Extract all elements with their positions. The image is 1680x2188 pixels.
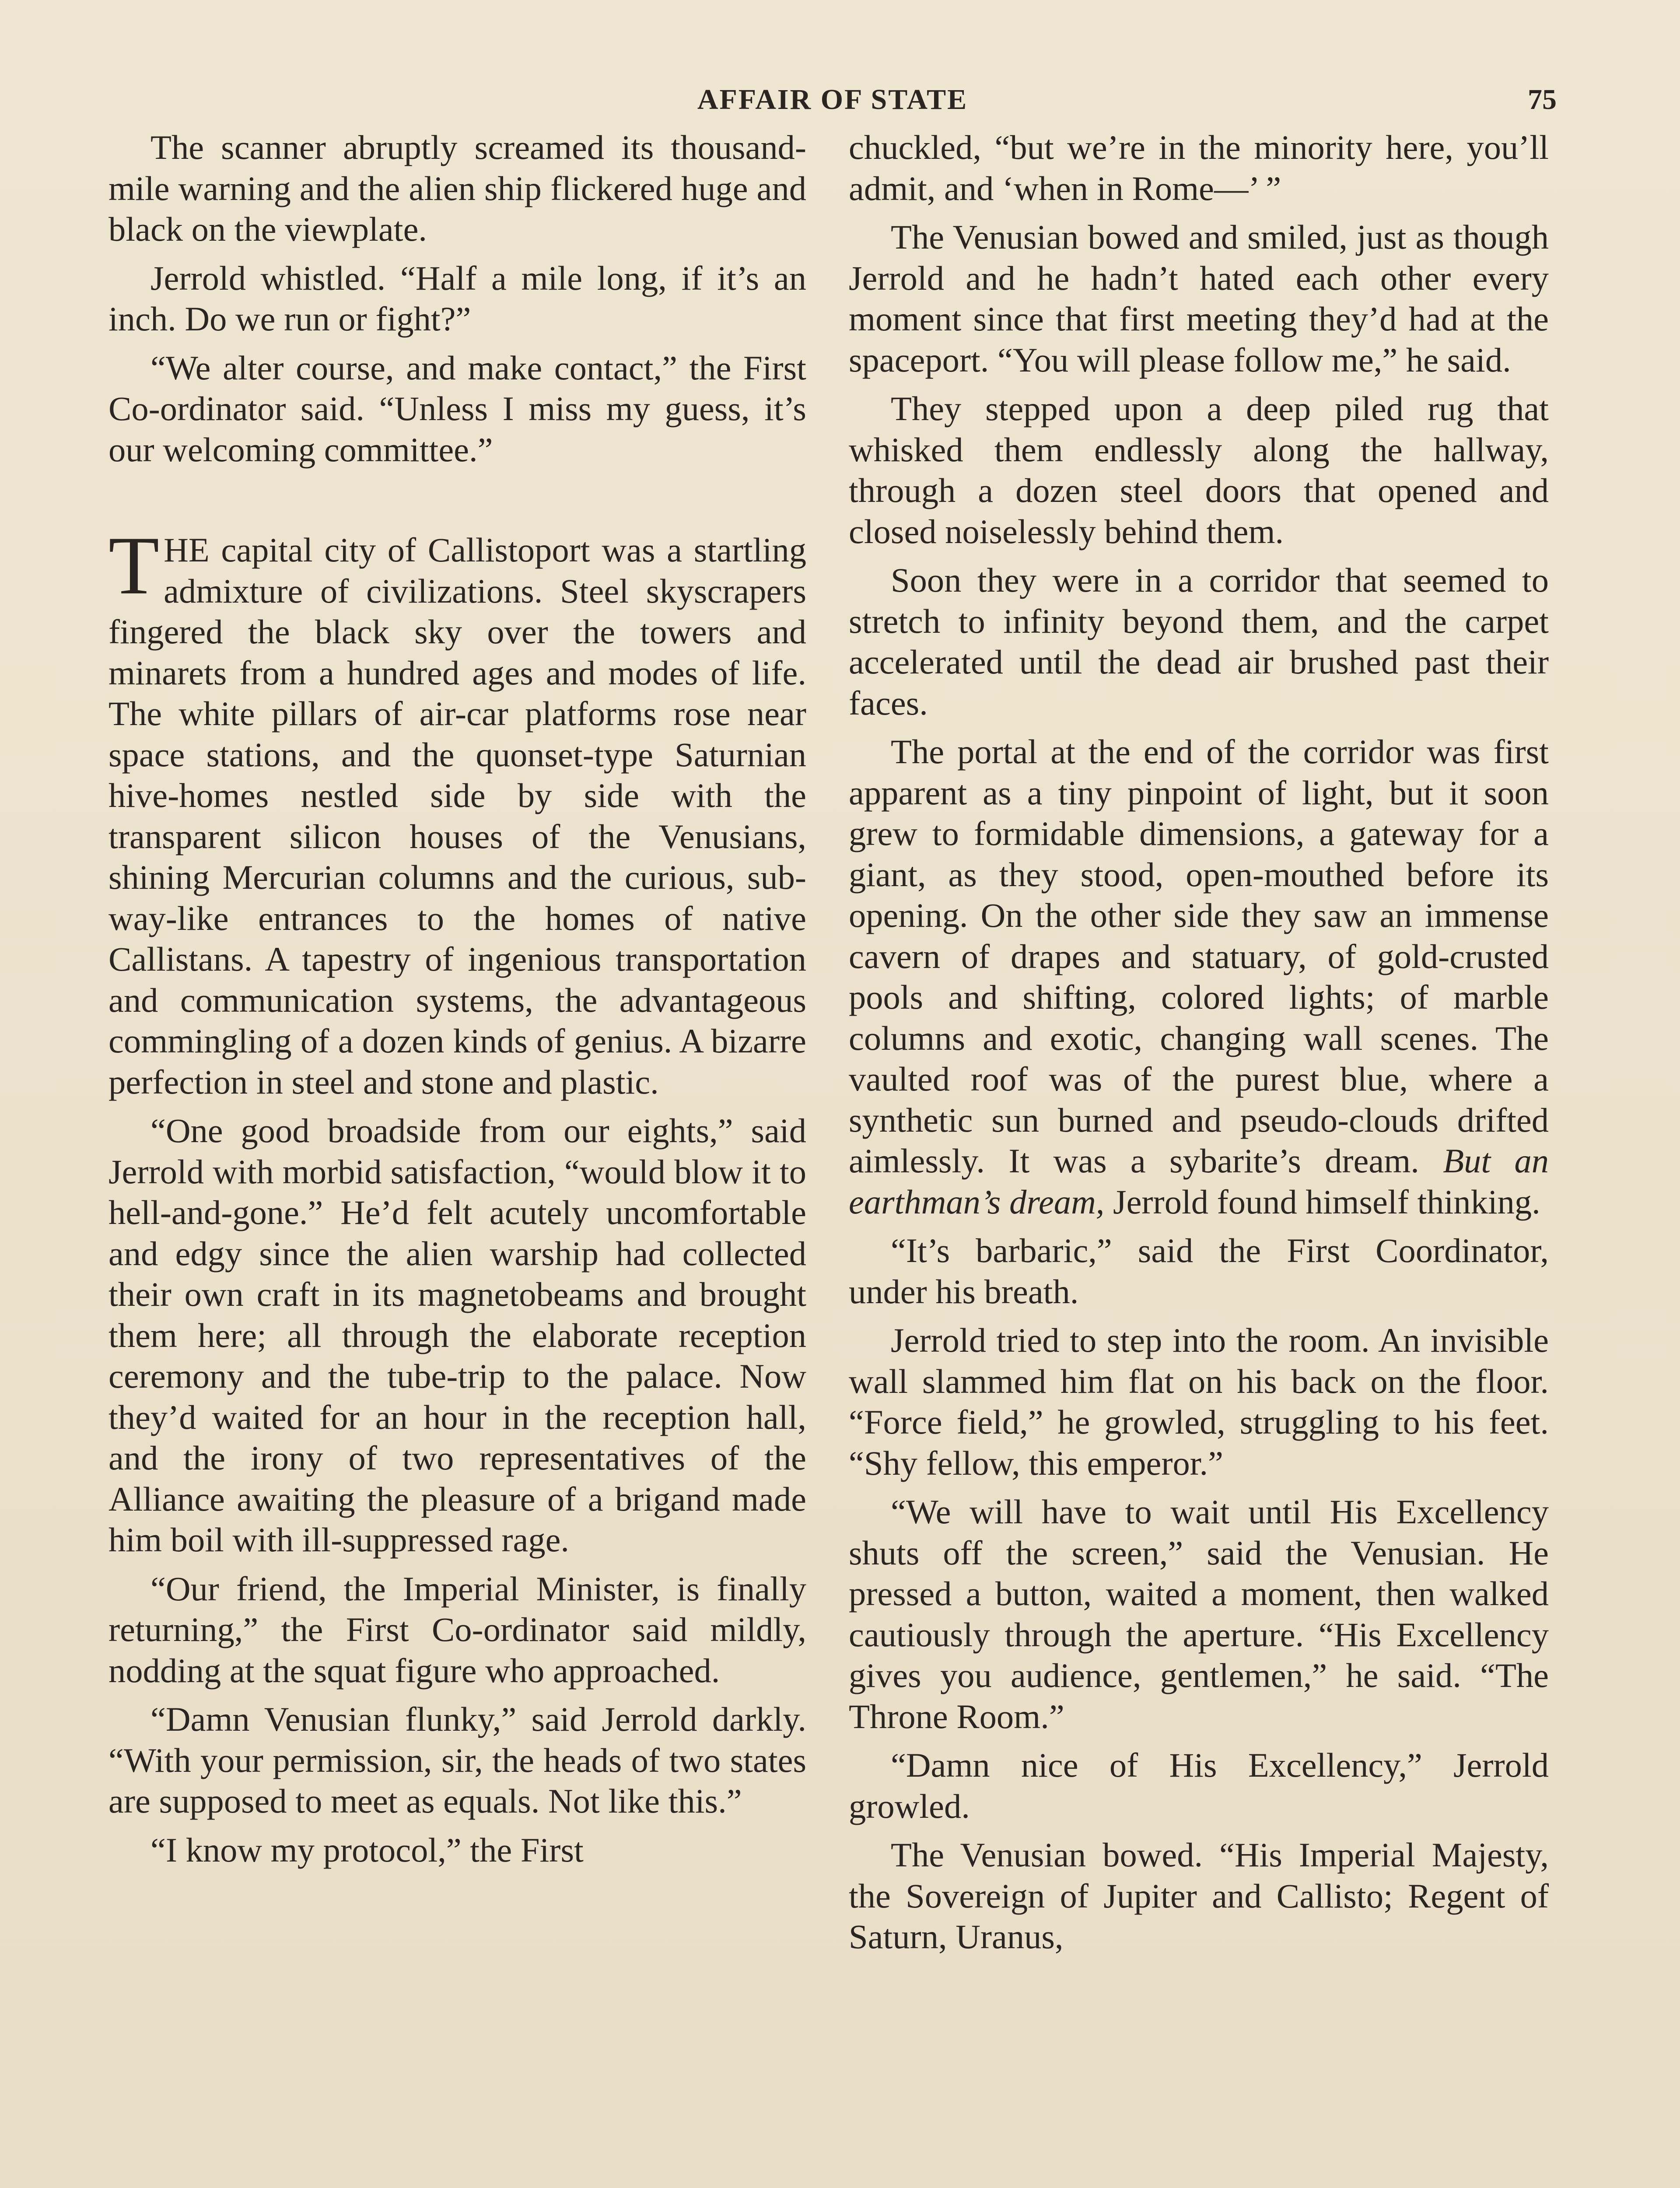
paragraph: “One good broadside from our eights,” said Jerrold with morbid satisfaction, “would blow it to hell-and-gone.” He’d felt acutely uncomfortable and edgy since the alien warship had collected their own craft in its magnetobeams and brought them here; all through the elaborate reception ceremony and the tube-trip to the palace. Now they’d waited for an hour in the reception hall, and the irony of two representatives of the Alliance awaiting the pleasure of a brigand made him boil with ill-suppressed rage.: [108, 1112, 806, 1559]
paragraph: Soon they were in a corridor that seemed to stretch to infinity beyond them, and the carpet accelerated until the dead air brushed past their faces.: [849, 561, 1549, 722]
paragraph: The Venusian bowed and smiled, just as though Jerrold and he hadn’t hated each other every moment since that first meeting they’d had at the spaceport. “You will please follow me,” he said.: [849, 218, 1549, 379]
paragraph: Jerrold whistled. “Half a mile long, if it’s an inch. Do we run or fight?”: [108, 259, 806, 338]
paragraph-text: Jerrold found himself thinking.: [1104, 1182, 1540, 1221]
paragraph: “Our friend, the Imperial Minister, is finally returning,” the First Co-ordinator said mildly, nodding at the squat figure who approached.: [108, 1569, 806, 1690]
paragraph: The scanner abruptly screamed its thousand-mile warning and the alien ship flickered huge and black on the viewplate.: [108, 128, 806, 248]
paragraph: They stepped upon a deep piled rug that whisked them endlessly along the hallway, through a dozen steel doors that opened and closed noiselessly behind them.: [849, 389, 1549, 551]
paragraph-text: The portal at the end of the corridor was first apparent as a tiny pinpoint of light, but it soon grew to formidable dimensions, a gateway for a giant, as they stood, open-mouthed before its opening. On the other side they saw an immense cavern of drapes and statuary, of gold-crusted pools and shifting, colored lights; of marble columns and exotic, changing wall scenes. The vaulted roof was of the purest blue, where a synthetic sun burned and pseudo-clouds drifted aimlessly. It was a sybarite’s dream.: [849, 733, 1549, 1180]
paragraph: “Damn Venusian flunky,” said Jerrold darkly. “With your permission, sir, the heads of two states are supposed to meet as equals. Not like this.”: [108, 1700, 806, 1820]
paragraph: “It’s barbaric,” said the First Coordinator, under his breath.: [849, 1231, 1549, 1311]
paragraph: [849, 731, 1549, 1222]
right-column: [849, 127, 1549, 1965]
section-break: [108, 478, 806, 529]
running-title: AFFAIR OF STATE: [697, 84, 968, 116]
paragraph: “Damn nice of His Excellency,” Jerrold growled.: [849, 1746, 1549, 1825]
paragraph-text: HE capital city of Callistoport was a startling admixture of civilizations. Steel skyscrapers fingered the black sky over the towers and minarets from a hundred ages and modes of life. The white pillars of air-car platforms rose near space stations, and the quonset-type Saturnian hive-homes nestled side by side with the transparent silicon houses of the Venusians, shining Mercurian columns and the curious, subway-like entrances to the homes of native Callistans. A tapestry of ingenious transportation and communication systems, the advantageous commingling of a dozen kinds of genius. A bizarre perfection in steel and stone and plastic.: [108, 531, 806, 1101]
page-number: 75: [1528, 84, 1557, 116]
continued-paragraph: chuckled, “but we’re in the minority here, you’ll admit, and ‘when in Rome—’ ”: [849, 128, 1549, 207]
drop-cap: T: [108, 520, 160, 612]
paragraph: Jerrold tried to step into the room. An invisible wall slammed him flat on his back on the floor. “Force field,” he growled, struggling to his feet. “Shy fellow, this emperor.”: [849, 1321, 1549, 1482]
left-column: [108, 127, 806, 1878]
paragraph: “We alter course, and make contact,” the First Co-ordinator said. “Unless I miss my guess, it’s our welcoming committee.”: [108, 348, 806, 469]
section-opening-paragraph: [108, 520, 806, 1102]
paragraph: “We will have to wait until His Excellency shuts off the screen,” said the Venusian. He pressed a button, waited a moment, then walked cautiously through the aperture. “His Excellency gives you audience, gentlemen,” he said. “The Throne Room.”: [849, 1493, 1549, 1736]
italic-text: But an earthman’s dream,: [849, 1142, 1549, 1221]
paragraph: “I know my protocol,” the First: [150, 1830, 584, 1869]
page-header: [108, 83, 1557, 123]
paragraph: The Venusian bowed. “His Imperial Majesty, the Sovereign of Jupiter and Callisto; Regent of Saturn, Uranus,: [849, 1836, 1549, 1956]
